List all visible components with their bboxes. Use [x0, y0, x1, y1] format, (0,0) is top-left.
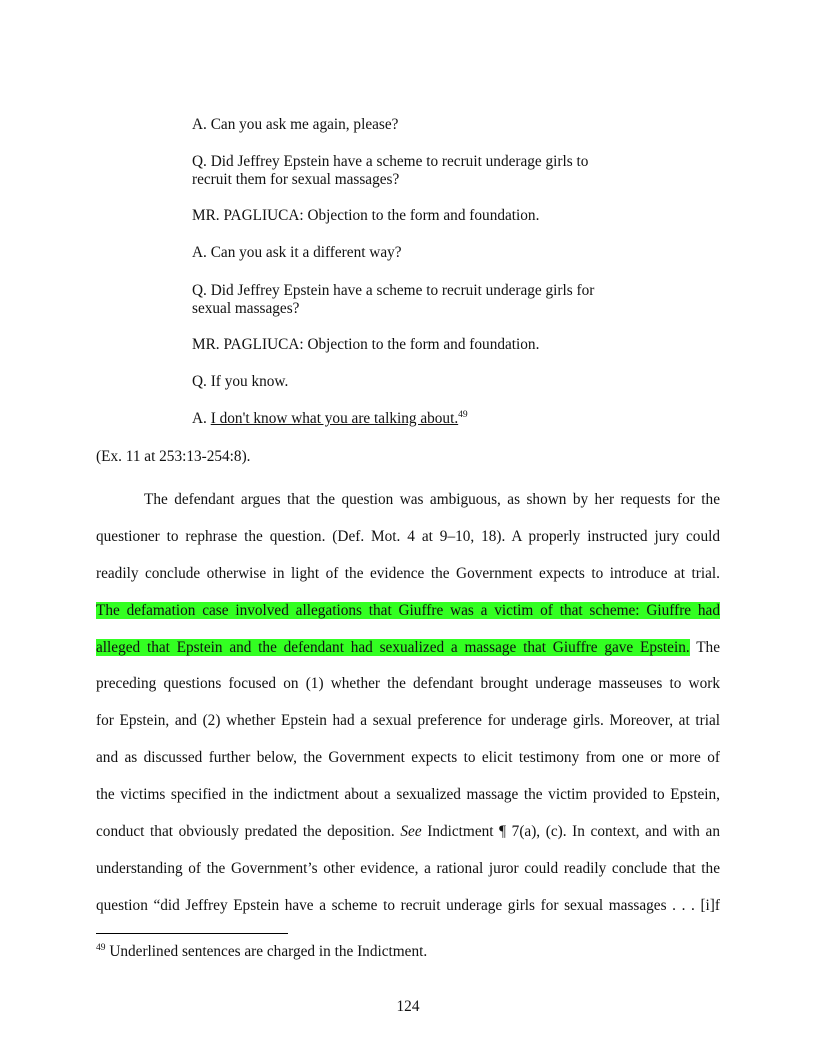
body-text: conduct that obviously predated the deposition.: [96, 823, 401, 841]
footnote-text: Underlined sentences are charged in the Indictment.: [105, 943, 428, 960]
qa-question-scheme-recruit: [192, 153, 632, 189]
qa-answer-charged: [192, 410, 632, 428]
qa-answer-different-way: [192, 244, 632, 262]
exhibit-citation: (Ex. 11 at 253:13-254:8).: [96, 448, 251, 465]
body-line: for Epstein, and (2) whether Epstein had a sexual preference for underage girls. Moreover, at trial: [96, 712, 720, 730]
qa-text: sexual massages?: [192, 300, 300, 317]
qa-question-if-you-know: [192, 373, 632, 391]
footnote-separator: [96, 933, 288, 934]
highlighted-text: The defamation case involved allegations that Giuffre was a victim of that scheme: Giuffre had: [96, 601, 720, 619]
highlighted-text: alleged that Epstein and the defendant had sexualized a massage that Giuffre gave Epstein.: [96, 638, 690, 656]
qa-objection-2: [192, 336, 632, 354]
qa-text: Q. If you know.: [192, 373, 289, 390]
qa-prefix: A.: [192, 410, 211, 427]
body-paragraph: [96, 482, 720, 925]
body-line-highlighted: [96, 593, 720, 630]
body-line: readily conclude otherwise in light of the evidence the Government expects to introduce at trial.: [96, 564, 720, 582]
qa-text: A. Can you ask it a different way?: [192, 244, 402, 261]
signal-word-see: See: [400, 823, 422, 841]
qa-text: A. Can you ask me again, please?: [192, 116, 399, 133]
body-line: the victims specified in the indictment about a sexualized massage the victim provided to Epstein,: [96, 786, 720, 804]
body-line: questioner to rephrase the question. (Def. Mot. 4 at 9–10, 18). A properly instructed jury could: [96, 527, 720, 545]
qa-text: Q. Did Jeffrey Epstein have a scheme to recruit underage girls for: [192, 282, 595, 299]
qa-question-scheme-massages: [192, 282, 632, 318]
qa-answer-ask-again: [192, 116, 632, 134]
qa-text: recruit them for sexual massages?: [192, 171, 400, 188]
qa-text: MR. PAGLIUCA: Objection to the form and foundation.: [192, 207, 540, 224]
body-line-highlighted: [96, 630, 720, 667]
charged-statement: I don't know what you are talking about.: [210, 410, 459, 427]
body-line: understanding of the Government’s other evidence, a rational juror could readily conclude that the: [96, 859, 720, 877]
body-line: and as discussed further below, the Government expects to elicit testimony from one or more of: [96, 749, 720, 767]
qa-text: MR. PAGLIUCA: Objection to the form and foundation.: [192, 336, 540, 353]
body-line: The defendant argues that the question was ambiguous, as shown by her requests for the: [144, 491, 720, 508]
footnote-reference: 49: [458, 409, 468, 420]
footnote: [96, 943, 427, 961]
page-number: 124: [396, 998, 420, 1015]
body-text: Indictment ¶ 7(a), (c). In context, and with an: [421, 823, 720, 841]
body-text: The: [696, 638, 720, 656]
body-line: question “did Jeffrey Epstein have a scheme to recruit underage girls for sexual massages . . . [i]f: [96, 896, 720, 914]
footnote-number: 49: [96, 942, 106, 953]
body-line: preceding questions focused on (1) whether the defendant brought underage masseuses to work: [96, 675, 720, 693]
qa-objection-1: [192, 207, 632, 225]
qa-text: Q. Did Jeffrey Epstein have a scheme to recruit underage girls to: [192, 153, 589, 170]
body-line: [96, 814, 720, 851]
